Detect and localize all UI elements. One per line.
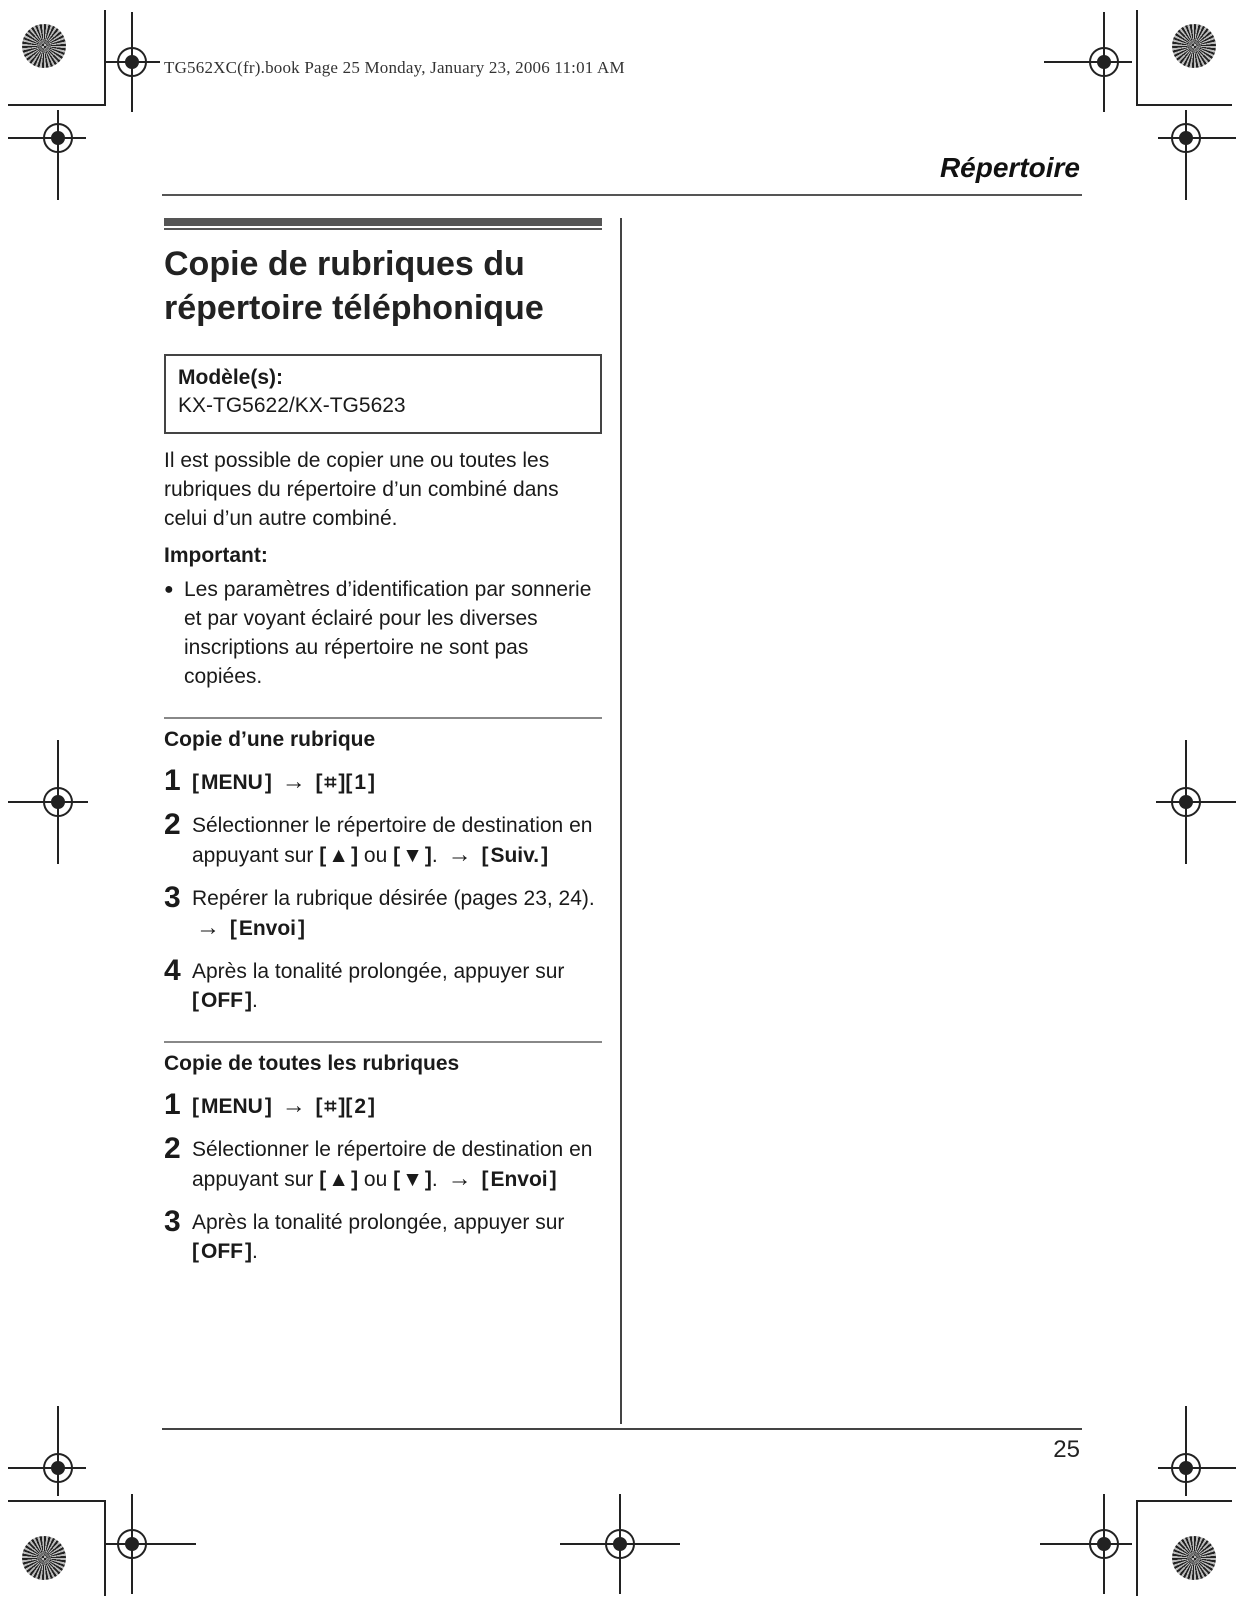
arrow-icon: → xyxy=(447,841,472,868)
step-text xyxy=(192,955,564,1015)
step-text-part: Après la tonalité prolongée, appuyer sur xyxy=(192,1211,565,1234)
step-number: 2 xyxy=(164,1132,181,1165)
models-value: KX-TG5622/KX-TG5623 xyxy=(178,394,406,417)
copy-all-step-2 xyxy=(164,1133,602,1194)
off-key: [ OFF ] xyxy=(192,1240,252,1263)
step-text-part: Sélectionner le répertoire de destination en appuyant sur xyxy=(192,1138,593,1191)
copy-all-heading: Copie de toutes les rubriques xyxy=(164,1052,460,1075)
section-title-line2: répertoire téléphonique xyxy=(164,289,544,327)
hash-key: [ ⌗ ] xyxy=(316,1095,346,1118)
title-bar xyxy=(164,218,602,226)
models-label: Modèle(s): xyxy=(178,366,283,389)
important-bullet xyxy=(164,575,602,691)
send-softkey: [ Envoi ] xyxy=(230,917,305,940)
step-text-part: . xyxy=(252,1240,258,1263)
step-text-part: ou xyxy=(363,844,388,867)
subsection-rule xyxy=(164,717,602,719)
down-key: [ ▼ ] xyxy=(393,844,432,867)
copy-one-step-2 xyxy=(164,809,602,870)
copy-all-step-1 xyxy=(164,1089,602,1121)
book-file-line: TG562XC(fr).book Page 25 Monday, January 23, 2006 11:01 AM xyxy=(164,58,625,77)
column-divider xyxy=(620,218,622,1424)
section-title-line1: Copie de rubriques du xyxy=(164,245,525,283)
arrow-icon: → xyxy=(196,914,220,941)
step-text xyxy=(192,1206,564,1266)
next-softkey: [ Suiv. ] xyxy=(481,844,548,867)
step-text-part: ou xyxy=(363,1168,388,1191)
step-text xyxy=(192,1089,375,1121)
menu-key: [ MENU ] xyxy=(192,771,272,794)
step-number: 2 xyxy=(164,808,181,841)
step-text xyxy=(192,765,375,797)
intro-paragraph: Il est possible de copier une ou toutes les rubriques du répertoire d’un combiné dans celui d’un autre combiné. xyxy=(164,449,559,530)
up-key: [ ▲ ] xyxy=(319,844,358,867)
bullet-icon: ● xyxy=(164,581,174,598)
step-text-part: Repérer la rubrique désirée (pages 23, 24). xyxy=(192,887,595,910)
step-text-part: . xyxy=(431,1168,438,1191)
menu-key: [ MENU ] xyxy=(192,1095,272,1118)
step-text-part: Après la tonalité prolongée, appuyer sur xyxy=(192,960,565,983)
main-column xyxy=(164,218,602,1278)
title-bar-thin xyxy=(164,228,602,230)
step-number: 4 xyxy=(164,954,181,987)
arrow-icon: → xyxy=(447,1165,472,1192)
footer-rule xyxy=(162,1428,1082,1430)
copy-one-step-4 xyxy=(164,955,602,1015)
section-title xyxy=(164,242,602,330)
page-number: 25 xyxy=(1053,1436,1080,1463)
send-softkey: [ Envoi ] xyxy=(481,1168,556,1191)
step-number: 1 xyxy=(164,764,181,797)
digit-key: [ 2 ] xyxy=(345,1095,375,1118)
step-text-part: Sélectionner le répertoire de destination en appuyant sur xyxy=(192,814,593,867)
subsection-rule xyxy=(164,1041,602,1043)
step-number: 3 xyxy=(164,1205,181,1238)
arrow-icon: → xyxy=(281,768,306,795)
digit-key: [ 1 ] xyxy=(345,771,375,794)
step-text xyxy=(192,1133,602,1194)
important-bullet-text: Les paramètres d’identification par sonnerie et par voyant éclairé pour les diverses inscriptions au répertoire ne sont pas copiées. xyxy=(184,578,592,688)
step-number: 3 xyxy=(164,881,181,914)
copy-one-step-3 xyxy=(164,882,602,943)
step-text-part: . xyxy=(252,989,258,1012)
copy-one-heading: Copie d’une rubrique xyxy=(164,728,376,751)
important-label: Important: xyxy=(164,544,268,567)
up-key: [ ▲ ] xyxy=(319,1168,358,1191)
step-number: 1 xyxy=(164,1088,181,1121)
down-key: [ ▼ ] xyxy=(393,1168,432,1191)
step-text xyxy=(192,882,595,943)
header-rule xyxy=(162,194,1082,196)
models-box xyxy=(164,354,602,434)
copy-one-step-1 xyxy=(164,765,602,797)
running-head: Répertoire xyxy=(939,152,1080,183)
arrow-icon: → xyxy=(281,1092,306,1119)
step-text xyxy=(192,809,602,870)
off-key: [ OFF ] xyxy=(192,989,252,1012)
step-text-part: . xyxy=(431,844,438,867)
copy-all-step-3 xyxy=(164,1206,602,1266)
hash-key: [ ⌗ ] xyxy=(316,771,346,794)
